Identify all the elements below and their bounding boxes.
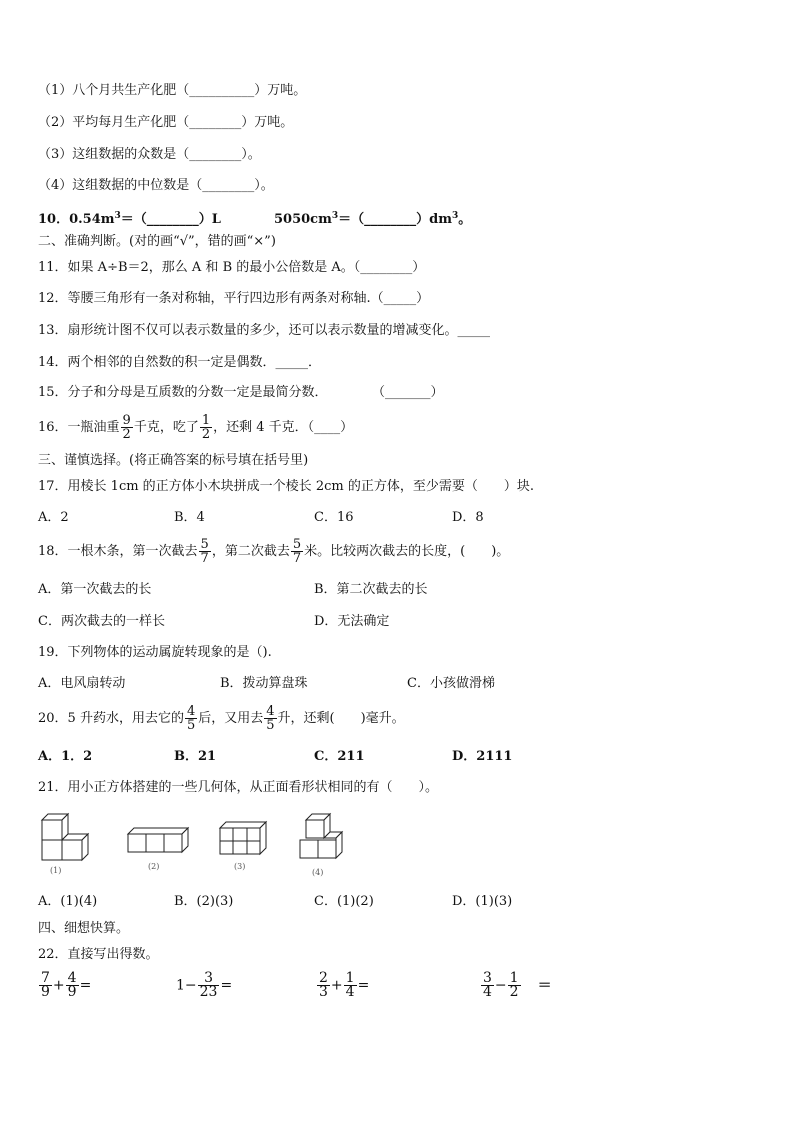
question-13: 13．扇形统计图不仅可以表示数量的多少，还可以表示数量的增减变化。_____ [38,323,491,338]
question-11: 11．如果 A÷B＝2，那么 A 和 B 的最小公倍数是 A。（________） [38,260,426,275]
question-22: 22．直接写出得数。 [38,947,159,962]
question-17: 17．用棱长 1cm 的正方体小木块拼成一个棱长 2cm 的正方体，至少需要（ ）块. [38,479,534,494]
figure-3-label: (3) [234,862,246,871]
section-3-heading: 三、谨慎选择。(将正确答案的标号填在括号里) [38,453,309,468]
question-15: 15．分子和分母是互质数的分数一定是最简分数． [38,385,328,400]
q20-option-d: D．2111 [452,749,513,764]
q18-option-c: C．两次截去的一样长 [38,614,165,629]
q21-option-d: D．(1)(3) [452,894,513,909]
question-21: 21．用小正方体搭建的一些几何体，从正面看形状相同的有（ ）。 [38,780,439,795]
q18-option-a: A．第一次截去的长 [38,582,152,597]
q21-option-c: C．(1)(2) [314,894,374,909]
cube-figure-1 [40,812,100,864]
question-15-blank: （_______） [372,385,444,400]
cube-figure-4 [298,812,350,864]
fraction: $\frac{5}{7}$ [200,537,209,566]
q9-item-1: （1）八个月共生产化肥（__________）万吨。 [38,83,307,98]
q17-option-b: B．4 [174,510,205,525]
figure-1-label: (1) [50,866,62,875]
q17-option-c: C．16 [314,510,354,525]
fraction: $\frac{4}{5}$ [186,704,196,733]
figure-2-label: (2) [148,862,160,871]
q19-option-b: B．拨动算盘珠 [220,676,308,691]
fraction: $\frac{5}{7}$ [292,537,302,566]
q20-option-c: C．211 [314,749,365,764]
calc-expression-3: $\frac{2}{3}$ + $\frac{1}{4}$ = [319,970,370,1000]
cube-figure-3 [218,820,268,860]
question-18: 18．一根木条，第一次截去 $\frac{5}{7}$ ，第二次截去 $\frac{5}{7}$ 米。比较两次截去的长度，( )。 [38,537,510,566]
q20-option-a: A．1．2 [38,749,93,764]
q21-option-a: A．(1)(4) [38,894,98,909]
question-12: 12．等腰三角形有一条对称轴，平行四边形有两条对称轴.（_____） [38,291,430,306]
fraction: $\frac{4}{5}$ [266,704,275,733]
fraction: $\frac{9}{2}$ [122,413,131,442]
q17-option-d: D．8 [452,510,484,525]
calc-expression-4: $\frac{3}{4}$ − $\frac{1}{2}$ ＝ [483,970,552,1000]
question-10-part-b: $5050cm^3=(\_\_\_\_\_\_\_\_)dm^3$。 [274,211,472,227]
q9-item-3: （3）这组数据的众数是（________）。 [38,147,261,162]
q9-item-2: （2）平均每月生产化肥（________）万吨。 [38,115,294,130]
question-19: 19．下列物体的运动属旋转现象的是（). [38,645,272,660]
q19-option-a: A．电风扇转动 [38,676,126,691]
calc-expression-2: 1− $\frac{3}{23}$ = [176,970,233,1000]
question-20: 20．5 升药水，用去它的 $\frac{4}{5}$ 后，又用去 $\frac{4}{5}$ 升，还剩( )毫升。 [38,704,405,733]
section-4-heading: 四、细想快算。 [38,921,130,936]
q9-item-4: （4）这组数据的中位数是（________）。 [38,178,274,193]
question-10: 10．$0.54m^3=(\_\_\_\_\_\_\_\_)L$ [38,211,221,227]
fraction: $\frac{1}{2}$ [201,413,211,442]
q18-option-b: B．第二次截去的长 [314,582,428,597]
question-14: 14．两个相邻的自然数的积一定是偶数．_____． [38,355,322,370]
question-16: 16．一瓶油重 $\frac{9}{2}$ 千克，吃了 $\frac{1}{2}$ ，还剩 4 千克．（____） [38,413,354,442]
calc-expression-1: $\frac{7}{9}$ + $\frac{4}{9}$ = [41,970,92,1000]
section-2-heading: 二、准确判断。(对的画“√”，错的画“×”) [38,234,276,249]
cube-figure-2 [126,826,190,860]
q20-option-b: B．21 [174,749,217,764]
q17-option-a: A．2 [38,510,69,525]
q19-option-c: C．小孩做滑梯 [407,676,495,691]
figure-4-label: (4) [312,868,324,877]
q21-option-b: B．(2)(3) [174,894,234,909]
q18-option-d: D．无法确定 [314,614,390,629]
